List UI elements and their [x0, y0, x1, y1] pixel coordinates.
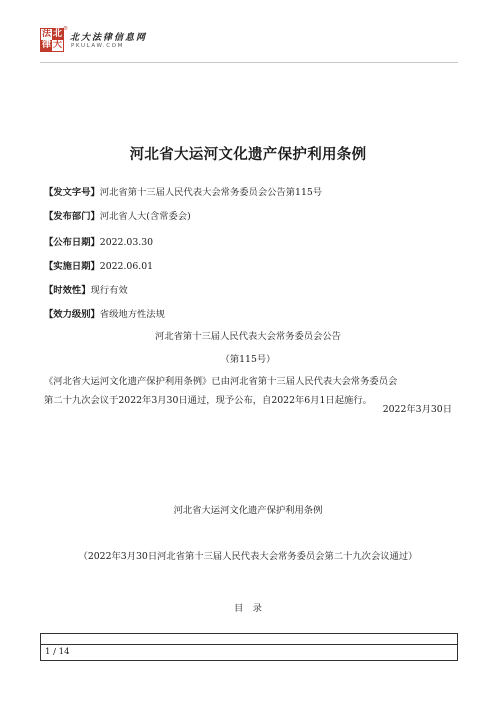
body-line: 第二十九次会议于2022年3月30日通过，现予公布，自2022年6月1日起施行。 [44, 395, 372, 406]
meta-legal-level [44, 306, 165, 320]
toc-heading: 目 录 [234, 603, 262, 614]
announcement-heading: 河北省第十三届人民代表大会常务委员会公告 [155, 331, 341, 342]
brand-url: PKULAW.COM [71, 43, 124, 49]
footer-divider [41, 644, 457, 645]
meta-key: 【发布部门】 [44, 211, 100, 222]
meta-value: 2022.06.01 [99, 261, 154, 272]
logo-char: 律 [41, 40, 51, 50]
brand-name: 北大法律信息网 [70, 33, 148, 43]
meta-value: 省级地方性法规 [99, 309, 165, 320]
meta-key: 【效力级别】 [44, 309, 100, 320]
meta-value: 河北省第十三届人民代表大会常务委员会公告第115号 [99, 187, 323, 198]
logo-char: 北 [52, 29, 62, 39]
meta-key: 【公布日期】 [44, 237, 100, 248]
regulation-title: 河北省大运河文化遗产保护利用条例 [173, 505, 323, 516]
meta-key: 【实施日期】 [44, 261, 100, 272]
announcement-date: 2022年3月30日 [382, 404, 452, 415]
meta-key: 【时效性】 [44, 285, 91, 296]
meta-publish-date [44, 234, 153, 248]
meta-value: 现行有效 [90, 285, 128, 296]
adoption-note: （2022年3月30日河北省第十三届人民代表大会常务委员会第二十九次会议通过） [78, 551, 418, 562]
pkulaw-logo [40, 28, 64, 52]
logo-char: 法 [41, 29, 51, 39]
meta-key: 【发文字号】 [44, 187, 100, 198]
meta-issuing-dept [44, 208, 191, 222]
meta-effective-date [44, 258, 153, 272]
meta-doc-number [44, 184, 322, 198]
page-indicator: 1 / 14 [45, 647, 70, 657]
meta-value: 河北省人大(含常委会) [99, 211, 191, 222]
body-line: 《河北省大运河文化遗产保护利用条例》已由河北省第十三届人民代表大会常务委员会 [44, 376, 398, 387]
meta-validity [44, 282, 128, 296]
page-footer [40, 633, 458, 661]
registered-mark: ® [63, 26, 68, 32]
announcement-number: （第115号） [220, 354, 276, 365]
document-title: 河北省大运河文化遗产保护利用条例 [129, 146, 367, 163]
page-header [40, 28, 458, 63]
meta-value: 2022.03.30 [99, 237, 154, 248]
logo-char: 大 [52, 40, 62, 50]
